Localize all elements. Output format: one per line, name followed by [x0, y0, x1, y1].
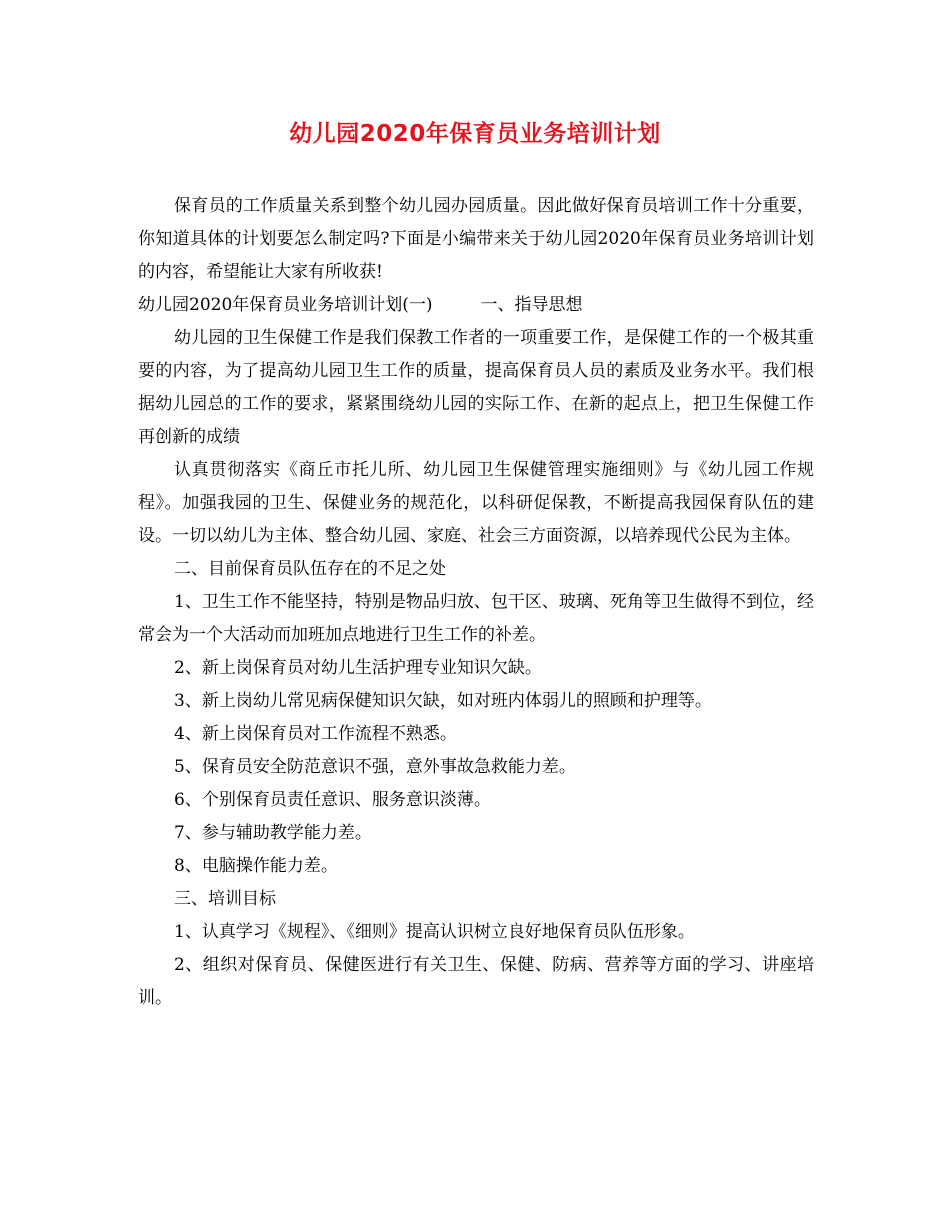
- list-item: 5、保育员安全防范意识不强，意外事故急救能力差。: [174, 757, 576, 777]
- subheading-guiding-thought: 一、指导思想: [480, 295, 583, 315]
- list-item: 4、新上岗保育员对工作流程不熟悉。: [174, 724, 457, 744]
- list-item: 7、参与辅助教学能力差。: [174, 823, 372, 843]
- list-item: 3、新上岗幼儿常见病保健知识欠缺，如对班内体弱儿的照顾和护理等。: [174, 691, 712, 711]
- list-item: 6、个别保育员责任意识、服务意识淡薄。: [174, 790, 491, 810]
- guiding-paragraph-1: 幼儿园的卫生保健工作是我们保教工作者的一项重要工作，是保健工作的一个极其重要的内容，为了提高幼儿园卫生工作的质量，提高保育员人员的素质及业务水平。我们根据幼儿园总的工作的要求，紧紧围绕幼儿园的实际工作、在新的起点上，把卫生保健工作再创新的成绩: [138, 328, 814, 447]
- document-title: 幼儿园2020年保育员业务培训计划: [289, 121, 661, 147]
- list-item: 2、新上岗保育员对幼儿生活护理专业知识欠缺。: [174, 658, 542, 678]
- list-item: 8、电脑操作能力差。: [174, 856, 338, 876]
- subheading-plan-title: 幼儿园2020年保育员业务培训计划(一): [138, 295, 433, 315]
- intro-paragraph: 保育员的工作质量关系到整个幼儿园办园质量。因此做好保育员培训工作十分重要，你知道具体的计划要怎么制定吗?下面是小编带来关于幼儿园2020年保育员业务培训计划的内容，希望能让大家有所收获!: [138, 196, 814, 282]
- section-heading-shortcomings: 二、目前保育员队伍存在的不足之处: [174, 559, 446, 579]
- section-heading-goals: 三、培训目标: [174, 889, 276, 909]
- section-subheading: [138, 289, 814, 322]
- list-item: 1、认真学习《规程》、《细则》提高认识树立良好地保育员队伍形象。: [174, 922, 695, 942]
- document-body: [138, 190, 814, 1015]
- guiding-paragraph-2: 认真贯彻落实《商丘市托儿所、幼儿园卫生保健管理实施细则》与《幼儿园工作规程》。加强我园的卫生、保健业务的规范化，以科研促保教，不断提高我园保育队伍的建设。一切以幼儿为主体、整合幼儿园、家庭、社会三方面资源，以培养现代公民为主体。: [138, 460, 814, 546]
- list-item: 2、组织对保育员、保健医进行有关卫生、保健、防病、营养等方面的学习、讲座培训。: [138, 955, 814, 1008]
- list-item: 1、卫生工作不能坚持，特别是物品归放、包干区、玻璃、死角等卫生做得不到位，经常会为一个大活动而加班加点地进行卫生工作的补差。: [138, 592, 814, 645]
